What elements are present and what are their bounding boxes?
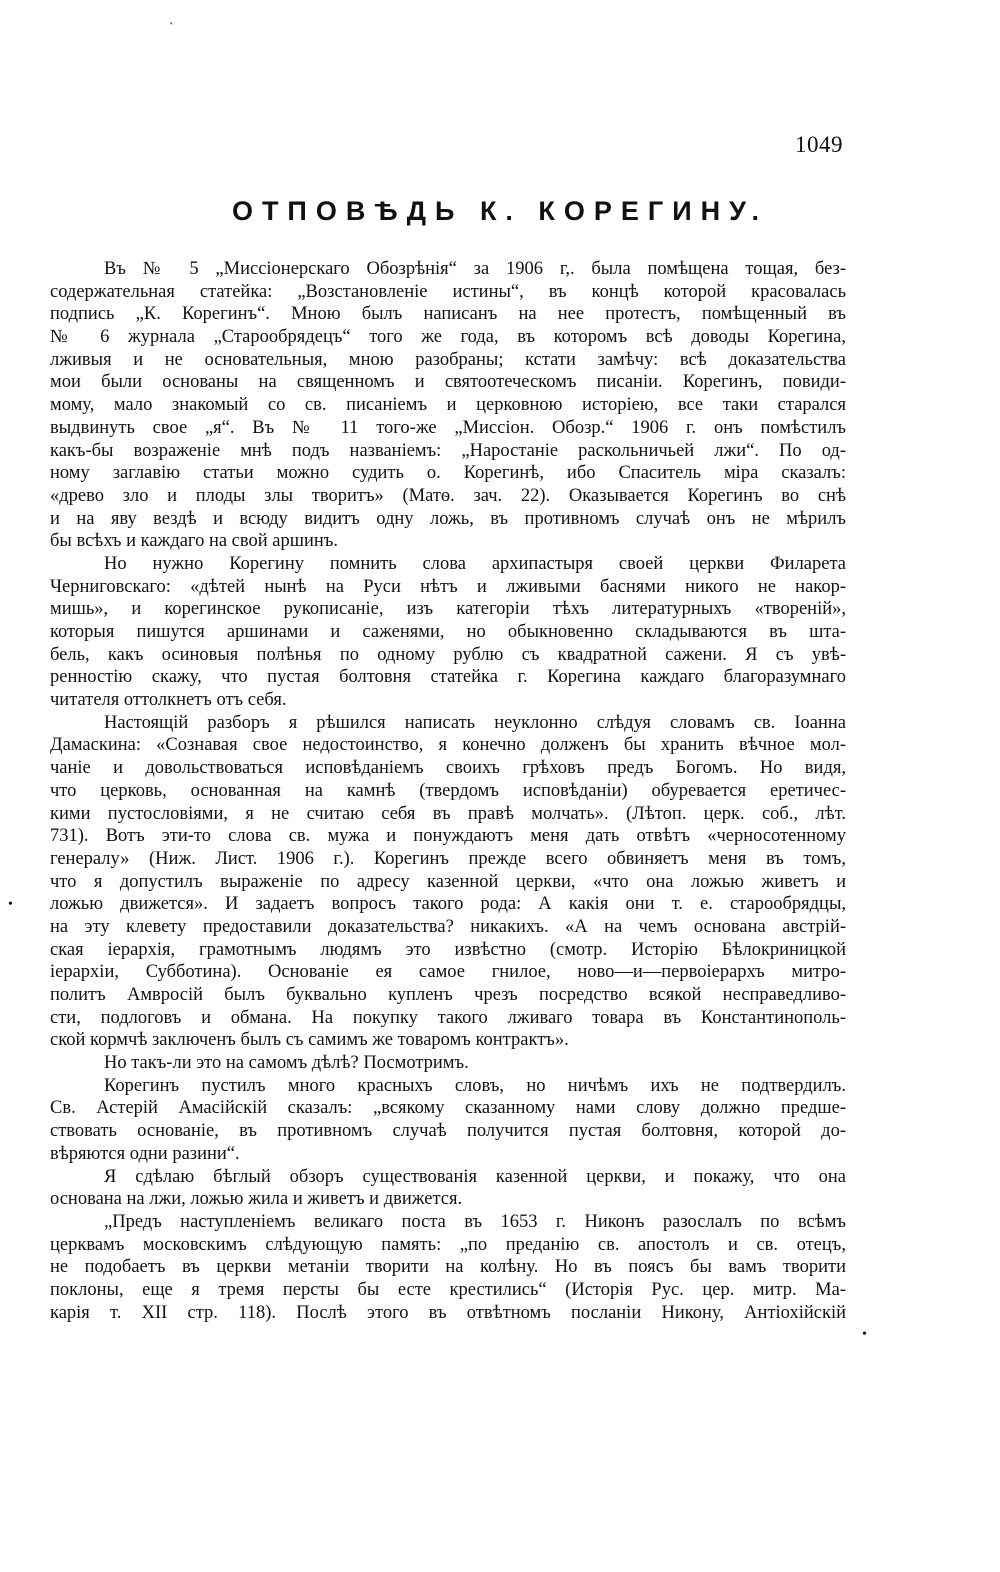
text-line: выдвинуть свое „я“. Въ № 11 того-же „Мисcіон. Обозр.“ 1906 г. онъ помѣстилъ (50, 417, 846, 438)
text-line: какъ-бы возраженіе мнѣ подъ названіемъ: „Наростаніе раскольничьей лжи“. По од- (50, 440, 846, 461)
text-line: Черниговскаго: «дѣтей нынѣ на Руси нѣтъ и лживыми баснями никого не накор- (50, 576, 846, 597)
text-line: № 6 журнала „Старообрядецъ“ того же года, въ которомъ всѣ доводы Корегина, (50, 327, 846, 348)
text-line: что я допустилъ выраженіе по адресу казенной церкви, «что она ложью живетъ и (50, 871, 846, 892)
text-line: Я сдѣлаю бѣглый обзоръ существованія казенной церкви, и покажу, что она (104, 1166, 846, 1187)
text-line: бель, какъ осиновыя полѣнья по одному рублю съ квадратной сажени. Я съ увѣ- (50, 644, 846, 665)
speck-mark: • (8, 897, 13, 912)
text-line: «древо зло и плоды злы творитъ» (Матѳ. зач. 22). Оказывается Корегинъ во снѣ (50, 485, 846, 506)
text-line: ному заглавію статьи можно судить о. Корегинѣ, ибо Спаситель міра сказалъ: (50, 463, 846, 484)
page-number: 1049 (795, 132, 843, 157)
text-line: ствовать основаніе, въ противномъ случаѣ получится пустая болтовня, которой до- (50, 1121, 846, 1142)
text-line: Въ № 5 „Миссіонерскаго Обозрѣнія“ за 1906 г,. была помѣщена тощая, без- (104, 259, 846, 279)
text-line: церквамъ московскимъ слѣдующую память: „по преданію св. апостолъ и св. отецъ, (50, 1234, 846, 1255)
text-line: мишь», и корегинское рукописаніе, изъ категоріи тѣхъ литературныхъ «твореній», (50, 599, 846, 620)
text-line: лживыя и не основательныя, мною разобраны; кстати замѣчу: всѣ доказательства (50, 349, 846, 370)
text-line: ская іерархія, грамотнымъ людямъ это извѣстно (смотр. Исторію Бѣлокриницкой (50, 939, 846, 960)
text-line: карія т. XII стр. 118). Послѣ этого въ отвѣтномъ посланіи Никону, Антіохійскій (50, 1302, 846, 1323)
text-line: и на яву вездѣ и всюду видитъ одну ложь, въ противномъ случаѣ онъ не мѣрилъ (50, 508, 846, 529)
text-line: читателя оттолкнетъ отъ себя. (50, 690, 287, 711)
text-line: Настоящій разборъ я рѣшился написать неуклонно слѣдуя словамъ св. Іоанна (104, 712, 846, 733)
text-line: основана на лжи, ложью жила и живетъ и движется. (50, 1189, 463, 1210)
text-line: поклоны, еще я тремя персты бы есте крестились“ (Исторія Рус. цер. митр. Ма- (50, 1279, 846, 1300)
text-line: что церковь, основанная на камнѣ (твердомъ исповѣданіи) обуревается еретичес- (50, 780, 846, 801)
text-line: подпись „К. Корегинъ“. Мною былъ написанъ на нее протестъ, помѣщенный въ (50, 304, 846, 325)
text-line: ской кормчѣ заключенъ былъ съ самимъ же товаромъ контрактъ». (50, 1030, 569, 1051)
text-line: мому, мало знакомый со св. писаніемъ и церковною исторіею, все таки старался (50, 395, 846, 416)
text-line: кими пустословіями, я не считаю себя въ правѣ молчать». (Лѣтоп. церк. соб., лѣт. (50, 803, 846, 824)
text-line: ложью движется». И задаетъ вопросъ такого рода: А какія они т. е. старообрядцы, (50, 894, 846, 915)
text-line: сти, подлоговъ и обмана. На покупку такого лживаго товара въ Константинополь- (50, 1007, 846, 1028)
text-line: содержательная статейка: „Возстановленіе истины“, въ концѣ которой красовалась (50, 281, 846, 302)
speck-mark: ˋ (169, 21, 174, 36)
text-line: генералу» (Ниж. Лист. 1906 г.). Корегинъ прежде всего обвиняетъ меня въ томъ, (50, 848, 846, 869)
text-line: мои были основаны на священномъ и святоотеческомъ писаніи. Корегинъ, повиди- (50, 372, 846, 393)
text-line: вѣряются одни разини“. (50, 1143, 240, 1164)
text-line: Корегинъ пустилъ много красныхъ словъ, но ничѣмъ ихъ не подтвердилъ. (104, 1075, 846, 1096)
text-line: Но такъ-ли это на самомъ дѣлѣ? Посмотримъ. (104, 1053, 469, 1074)
text-line: чаніе и довольствоваться исповѣданіемъ своихъ грѣховъ предъ Богомъ. Но видя, (50, 758, 846, 779)
text-line: Дамаскина: «Сознавая свое недостоинство, я конечно долженъ бы хранить вѣчное мол- (50, 735, 846, 756)
text-line: Св. Астерій Амасійскій сказалъ: „всякому сказанному нами слову должно предше- (50, 1098, 846, 1119)
text-line: политъ Амвросій былъ буквально купленъ чрезъ посредство всякой несправедливо- (50, 985, 846, 1005)
text-line: на эту клевету предоставили доказательства? никакихъ. «А на чемъ основана австрій- (50, 916, 846, 937)
speck-mark: • (862, 1327, 867, 1342)
text-line: Но нужно Корегину помнить слова архипастыря своей церкви Филарета (104, 553, 846, 574)
text-line: 731). Вотъ эти-то слова св. мужа и понуждаютъ меня дать отвѣтъ «черносотенному (50, 826, 846, 847)
article-body (50, 258, 846, 1324)
text-line: которыя пишутся аршинами и саженями, но обыкновенно складываются въ шта- (50, 622, 846, 642)
text-line: не подобаетъ въ церкви метаніи творити на колѣну. Но въ поясъ бы вамъ творити (50, 1257, 846, 1278)
text-line: ренностію скажу, что пустая болтовня статейка г. Корегина каждаго благоразумнаго (50, 667, 846, 688)
text-line: „Предъ наступленіемъ великаго поста въ 1653 г. Никонъ разослалъ по всѣмъ (104, 1211, 846, 1232)
text-line: бы всѣхъ и каждаго на свой аршинъ. (50, 531, 338, 552)
text-line: іерархіи, Субботина). Основаніе ея самое гнилое, ново—и—первоіерархъ митро- (50, 962, 846, 983)
article-title: ОТПОВѢДЬ К. КОРЕГИНУ. (231, 196, 769, 226)
